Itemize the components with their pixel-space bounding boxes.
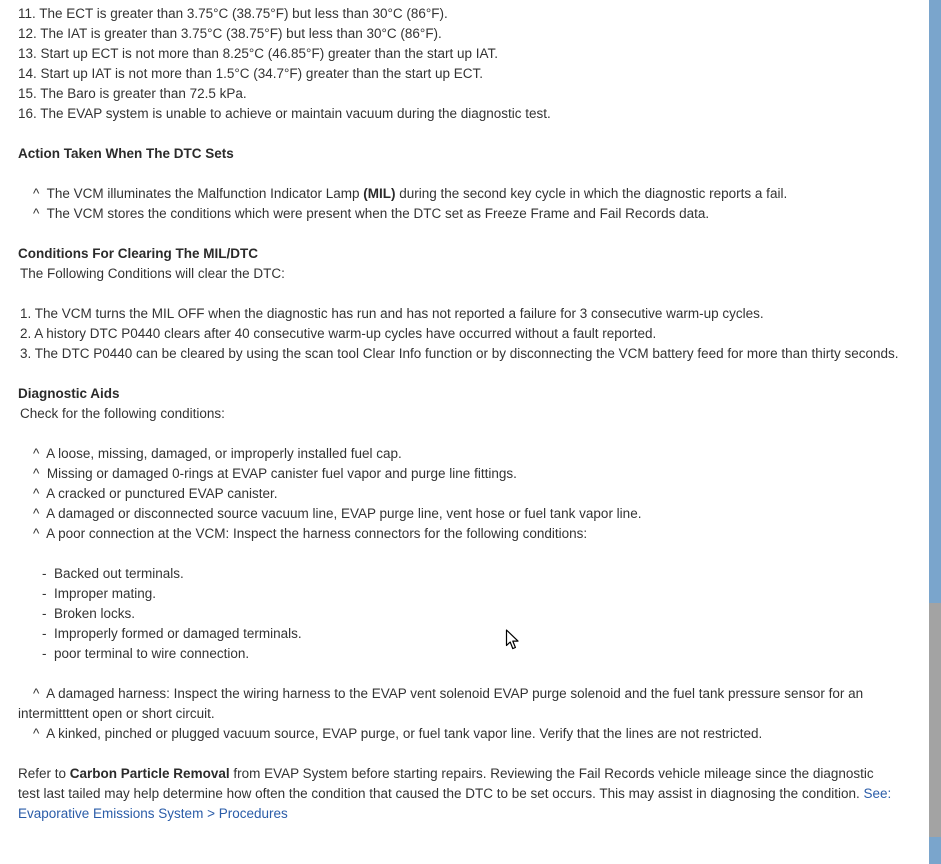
check-item: ^ A damaged harness: Inspect the wiring harness to the EVAP vent solenoid EVAP purge solenoid and the fuel tank pressure sensor for an intermitttent open or short circuit. [18, 686, 867, 721]
check-item: ^ A damaged or disconnected source vacuum line, EVAP purge line, vent hose or fuel tank vapor line. [33, 506, 642, 521]
action-taken-list [18, 184, 899, 224]
scrollbar-track[interactable] [929, 0, 941, 864]
check-item: ^ A cracked or punctured EVAP canister. [33, 486, 278, 501]
carbon-particle-removal-bold: Carbon Particle Removal [69, 766, 230, 781]
clearing-intro: The Following Conditions will clear the DTC: [20, 266, 285, 281]
condition-item: 12. The IAT is greater than 3.75°C (38.75°F) but less than 30°C (86°F). [18, 26, 442, 41]
footer-text-mid: from EVAP System before starting repairs. Reviewing the Fail Records vehicle mileage since the diagnostic test last tailed may help determine how often the condition that caused the DTC to be set occurs. This may assist in diagnosing the condition. [18, 766, 878, 801]
condition-item: 15. The Baro is greater than 72.5 kPa. [18, 86, 247, 101]
section-heading-diagnostic-aids: Diagnostic Aids [18, 386, 120, 401]
connector-conditions-list [18, 564, 899, 664]
connector-condition-item: - Backed out terminals. [42, 566, 184, 581]
checks-list [18, 444, 899, 544]
action-item [18, 184, 899, 204]
connector-condition-item: - Improperly formed or damaged terminals. [42, 626, 302, 641]
clearing-item: 2. A history DTC P0440 clears after 40 consecutive warm-up cycles have occurred without a fault reported. [20, 326, 657, 341]
scrollbar-thumb[interactable] [929, 603, 941, 837]
check-item: ^ Missing or damaged 0-rings at EVAP canister fuel vapor and purge line fittings. [33, 466, 517, 481]
diagnostic-intro: Check for the following conditions: [20, 406, 225, 421]
connector-condition-item: - poor terminal to wire connection. [42, 646, 250, 661]
connector-condition-item: - Broken locks. [42, 606, 136, 621]
check-item: ^ A loose, missing, damaged, or improperly installed fuel cap. [33, 446, 402, 461]
clearing-item: 1. The VCM turns the MIL OFF when the diagnostic has run and has not reported a failure for 3 consecutive warm-up cycles. [20, 306, 764, 321]
mil-bold-text: (MIL) [363, 186, 396, 201]
condition-item: 16. The EVAP system is unable to achieve or maintain vacuum during the diagnostic test. [18, 106, 551, 121]
section-heading-action-taken: Action Taken When The DTC Sets [18, 146, 234, 161]
procedures-link[interactable]: See: Evaporative Emissions System > Procedures [18, 786, 896, 821]
footer-text-pre: Refer to [18, 766, 70, 781]
clearing-list [18, 304, 899, 364]
check-item: ^ A poor connection at the VCM: Inspect the harness connectors for the following conditions: [33, 526, 588, 541]
condition-item: 13. Start up ECT is not more than 8.25°C (46.85°F) greater than the start up IAT. [18, 46, 499, 61]
action-item-text-post: during the second key cycle in which the diagnostic reports a fail. [395, 186, 788, 201]
section-heading-clearing: Conditions For Clearing The MIL/DTC [18, 246, 258, 261]
action-item: ^ The VCM stores the conditions which were present when the DTC set as Freeze Frame and Fail Records data. [33, 206, 710, 221]
action-item-text-pre: ^ The VCM illuminates the Malfunction Indicator Lamp [33, 186, 364, 201]
connector-condition-item: - Improper mating. [42, 586, 157, 601]
additional-checks-list [18, 684, 899, 744]
check-item: ^ A kinked, pinched or plugged vacuum source, EVAP purge, or fuel tank vapor line. Verify that the lines are not restricted. [33, 726, 763, 741]
condition-item: 14. Start up IAT is not more than 1.5°C (34.7°F) greater than the start up ECT. [18, 66, 484, 81]
footer-paragraph [18, 764, 899, 824]
clearing-item: 3. The DTC P0440 can be cleared by using the scan tool Clear Info function or by disconnecting the VCM battery feed for more than thirty seconds. [20, 346, 899, 361]
conditions-list [18, 4, 899, 124]
condition-item: 11. The ECT is greater than 3.75°C (38.75°F) but less than 30°C (86°F). [18, 6, 448, 21]
